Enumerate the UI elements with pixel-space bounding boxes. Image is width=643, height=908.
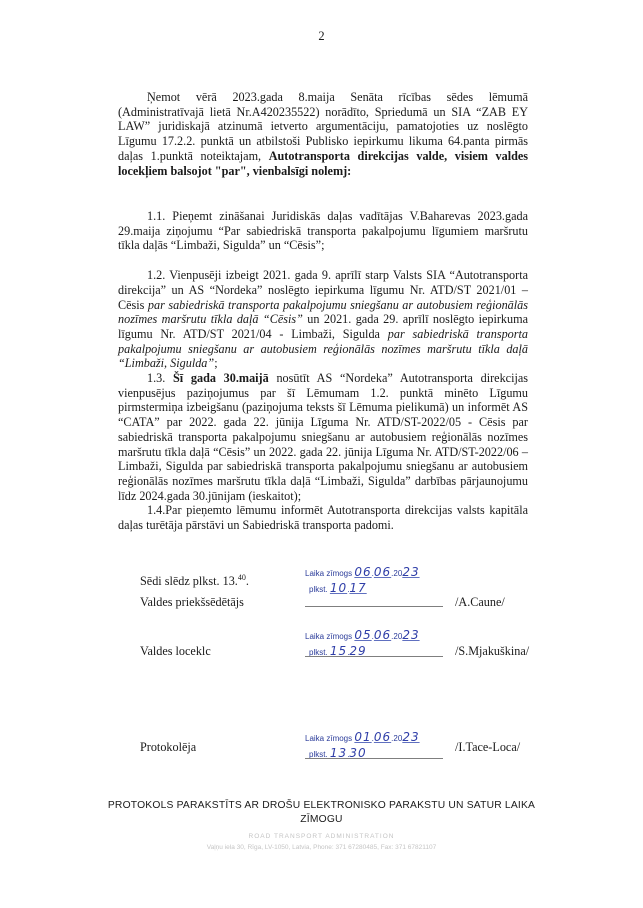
stamp-hour: 15: [329, 644, 348, 658]
stamp-year-prefix: 20: [393, 569, 403, 578]
signer-role-member: Valdes loceklc: [140, 644, 211, 658]
item-1-2-text-b: un 2021. gada 29. aprīlī noslēgto iepirkuma līgumu Nr. ATD/ST 2021/04 - Limbaži, Sigulda: [118, 312, 529, 341]
stamp-month: 06: [373, 730, 392, 744]
footer-organization: ROAD TRANSPORT ADMINISTRATION: [248, 833, 395, 840]
stamp-month: 06: [373, 565, 392, 579]
item-1-2-italic-a: par sabiedriskā transporta pakalpojumu sniegšanu ar autobusiem reģionālās nozīmes maršrutu tīkla daļā “Cēsis”: [118, 297, 528, 327]
timestamp-stamp-1: Laika zīmogs 06.06.2023 plkst. 10.17: [305, 565, 420, 595]
stamp-day: 01: [354, 730, 372, 744]
stamp-year: 23: [402, 628, 420, 642]
e-signature-notice-line1: PROTOKOLS PARAKSTĪTS AR DROŠU ELEKTRONISKO PARAKSTU UN SATUR LAIKA: [107, 800, 536, 811]
item-1-4: 1.4.Par pieņemto lēmumu informēt Autotransporta direkcijas valsts kapitāla daļas turētāja pārstāvi un Sabiedriskā transporta padomi.: [118, 503, 528, 533]
meeting-closed-minutes: 40: [237, 573, 246, 582]
meeting-closed-dot: .: [245, 574, 249, 589]
signer-name-secretary: /I.Tace-Loca/: [455, 740, 521, 754]
signature-line: [305, 656, 443, 657]
signer-name-chair: /A.Caune/: [455, 595, 505, 609]
item-1-3-text: nosūtīt AS “Nordeka” Autotransporta direkcijas vienpusējus paziņojumus par šī Lēmumam 1.2. punktā minēto Līgumu pirmstermiņa izbeigšanu (paziņojuma teksts šī Lēmuma pielikumā) un informēt AS “CATA” par 2022. gada 22. jūnija Līguma Nr. ATD/ST-2022/05 - Cēsis par sabiedriskā transporta pakalpojumu sniegšanu ar autobusiem reģionālās nozīmes maršrutu tīkla daļā “Cēsis” un 2022. gada 22. jūnija Līguma Nr. ATD/ST-2022/06 – Limbaži, Sigulda par sabiedriskā transporta pakalpojumu sniegšanu ar autobusiem reģionālās nozīmes maršrutu tīkla daļā “Limbaži, Sigulda” darbības pārjaunojumu līdz 2024.gada 30.jūnijam (ieskaitot);: [118, 371, 529, 503]
stamp-year-prefix: 20: [393, 734, 403, 743]
item-1-3-date: Šī gada 30.maijā: [173, 371, 269, 386]
item-1-3: [118, 371, 528, 503]
signer-role-secretary: Protokolēja: [140, 740, 197, 754]
decision-items: [118, 209, 528, 533]
item-1-3-number: 1.3.: [147, 371, 166, 386]
stamp-year: 23: [402, 565, 420, 579]
intro-block: [118, 90, 528, 178]
intro-paragraph: [118, 90, 528, 178]
stamp-hour: 10: [329, 581, 348, 595]
stamp-minute: 30: [349, 746, 367, 760]
decision-statement: Autotransporta direkcijas valde, visiem valdes locekļiem balsojot "par", vienbalsīgi nolemj:: [118, 148, 529, 178]
item-1-2-italic-b: par sabiedriskā transporta pakalpojumu sniegšanu ar autobusiem reģionālās nozīmes maršrutu tīkla daļā “Limbaži, Sigulda”: [118, 326, 528, 371]
timestamp-stamp-2: Laika zīmogs 05.06.2023 plkst. 15.29: [305, 628, 420, 658]
intro-text: Ņemot vērā 2023.gada 8.maija Senāta rīcības sēdes lēmumā (Administratīvajā lietā Nr.A420235522) norādīto, Spriedumā un SIA “ZAB EY LAW” juridiskajā atzinumā ietverto argumentāciju, pamatojoties uz noslēgto Līgumu 17.2.2. punktā un atbilstoši Publisko iepirkumu likuma 64.panta pirmās daļas 1.punktā noteiktajam,: [118, 90, 528, 163]
e-signature-notice-line2: ZĪMOGU: [300, 814, 343, 825]
stamp-day: 06: [354, 565, 372, 579]
stamp-minute: 29: [349, 644, 367, 658]
stamp-hour: 13: [329, 746, 348, 760]
stamp-day: 05: [354, 628, 372, 642]
item-1-1: 1.1. Pieņemt zināšanai Juridiskās daļas vadītājas V.Baharevas 2023.gada 29.maija ziņojumu “Par sabiedriskā transporta pakalpojumu līgumiem maršrutu tīkla daļās “Limbaži, Sigulda” un “Cēsis”;: [118, 209, 528, 253]
signature-line: [305, 606, 443, 607]
item-1-2-end: ;: [214, 356, 218, 371]
footer-address: Vaļņu iela 30, Rīga, LV-1050, Latvia, Phone: 371 67280485, Fax: 371 67821107: [206, 844, 437, 851]
stamp-label: Laika zīmogs: [305, 569, 353, 578]
stamp-time-label: plkst.: [309, 648, 328, 657]
stamp-year: 23: [402, 730, 420, 744]
signer-role-chair: Valdes priekšsēdētājs: [140, 595, 244, 609]
meeting-closed-text: Sēdi slēdz plkst. 13.: [140, 574, 238, 589]
item-1-2-text-a: 1.2. Vienpusēji izbeigt 2021. gada 9. aprīlī starp Valsts SIA “Autotransporta direkcija” un AS “Nordeka” noslēgto iepirkuma līgumu Nr. ATD/ST 2021/01 – Cēsis: [118, 268, 528, 312]
meeting-closed: [140, 573, 249, 589]
stamp-month: 06: [373, 628, 392, 642]
stamp-time-label: plkst.: [309, 750, 328, 759]
page-number: 2: [318, 29, 325, 43]
timestamp-stamp-3: Laika zīmogs 01.06.2023 plkst. 13.30: [305, 730, 420, 760]
stamp-label: Laika zīmogs: [305, 632, 353, 641]
stamp-time-label: plkst.: [309, 585, 328, 594]
stamp-label: Laika zīmogs: [305, 734, 353, 743]
e-signature-notice: [0, 799, 643, 827]
item-1-2: [118, 268, 528, 371]
stamp-minute: 17: [349, 581, 367, 595]
signature-line: [305, 758, 443, 759]
signer-name-member: /S.Mjakuškina/: [455, 644, 530, 658]
stamp-year-prefix: 20: [393, 632, 403, 641]
